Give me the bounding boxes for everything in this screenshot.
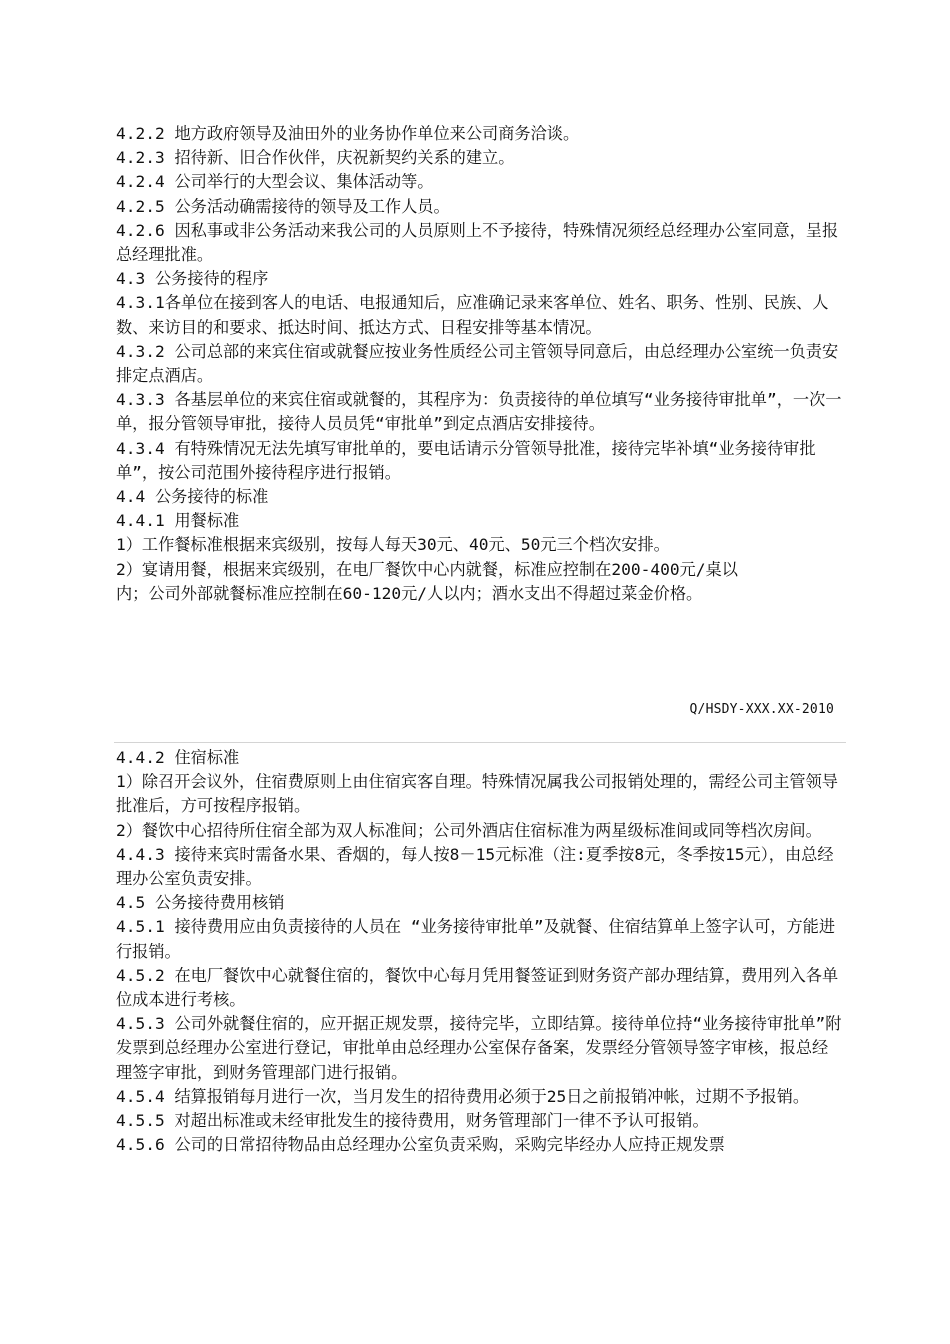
- paragraph: 1）除召开会议外，住宿费原则上由住宿宾客自理。特殊情况属我公司报销处理的，需经公司主管领导批准后，方可按程序报销。: [116, 772, 838, 816]
- paragraph: 4.2.2 地方政府领导及油田外的业务协作单位来公司商务洽谈。: [116, 124, 580, 143]
- page1-body: [116, 122, 842, 606]
- paragraph: 4.2.3 招待新、旧合作伙伴，庆祝新契约关系的建立。: [116, 148, 515, 168]
- paragraph: 4.2.4 公司举行的大型会议、集体活动等。: [116, 172, 434, 192]
- paragraph: 4.5.1 接待费用应由负责接待的人员在 “业务接待审批单”及就餐、住宿结算单上签字认可，方能进行报销。: [116, 917, 836, 961]
- paragraph: 4.3.1各单位在接到客人的电话、电报通知后，应准确记录来客单位、姓名、职务、性别、民族、人数、来访目的和要求、抵达时间、抵达方式、日程安排等基本情况。: [116, 293, 829, 337]
- section-heading: 4.5 公务接待费用核销: [116, 893, 285, 913]
- paragraph: 4.3.3 各基层单位的来宾住宿或就餐的，其程序为：负责接待的单位填写“业务接待审批单”，一次一单，报分管领导审批，接待人员员凭“审批单”到定点酒店安排接待。: [116, 390, 842, 434]
- paragraph: 2）餐饮中心招待所住宿全部为双人标准间；公司外酒店住宿标准为两星级标准间或同等档次房间。: [116, 820, 822, 840]
- subsection-heading: 4.4.2 住宿标准: [116, 748, 240, 767]
- paragraph: 内；公司外部就餐标准应控制在60-120元/人以内；酒水支出不得超过菜金价格。: [116, 583, 703, 603]
- paragraph: 1）工作餐标准根据来宾级别，按每人每天30元、40元、50元三个档次安排。: [116, 535, 670, 555]
- page2-body: [116, 746, 842, 1157]
- paragraph: 4.5.6 公司的日常招待物品由总经理办公室负责采购，采购完毕经办人应持正规发票: [116, 1135, 725, 1155]
- document-code: Q/HSDY-XXX.XX-2010: [689, 702, 834, 717]
- paragraph: 4.5.5 对超出标准或未经审批发生的接待费用，财务管理部门一律不予认可报销。: [116, 1111, 709, 1131]
- paragraph: 4.5.3 公司外就餐住宿的，应开据正规发票，接待完毕，立即结算。接待单位持“业务接待审批单”附发票到总经理办公室进行登记，审批单由总经理办公室保存备案，发票经分管领导签字审核，报总经理签字审批，到财务管理部门进行报销。: [116, 1014, 842, 1082]
- paragraph: 4.3.2 公司总部的来宾住宿或就餐应按业务性质经公司主管领导同意后，由总经理办公室统一负责安排定点酒店。: [116, 341, 839, 386]
- paragraph: 4.5.2 在电厂餐饮中心就餐住宿的，餐饮中心每月凭用餐签证到财务资产部办理结算，费用列入各单位成本进行考核。: [116, 965, 839, 1010]
- paragraph: 4.3.4 有特殊情况无法先填写审批单的，要电话请示分管领导批准，接待完毕补填“业务接待审批单”，按公司范围外接待程序进行报销。: [116, 438, 816, 482]
- section-heading: 4.3 公务接待的程序: [116, 269, 269, 289]
- paragraph: 4.4.3 接待来宾时需备水果、香烟的，每人按8－15元标准（注:夏季按8元，冬季按15元），由总经理办公室负责安排。: [116, 844, 834, 889]
- page-divider: [114, 742, 846, 743]
- paragraph: 4.2.5 公务活动确需接待的领导及工作人员。: [116, 196, 450, 216]
- paragraph: 2）宴请用餐，根据来宾级别，在电厂餐饮中心内就餐，标准应控制在200-400元/桌以: [116, 559, 738, 579]
- paragraph: 4.2.6 因私事或非公务活动来我公司的人员原则上不予接待，特殊情况须经总经理办公室同意，呈报总经理批准。: [116, 220, 839, 265]
- subsection-heading: 4.4.1 用餐标准: [116, 511, 240, 531]
- paragraph: 4.5.4 结算报销每月进行一次，当月发生的招待费用必须于25日之前报销冲帐，过期不予报销。: [116, 1086, 810, 1106]
- section-heading: 4.4 公务接待的标准: [116, 487, 269, 507]
